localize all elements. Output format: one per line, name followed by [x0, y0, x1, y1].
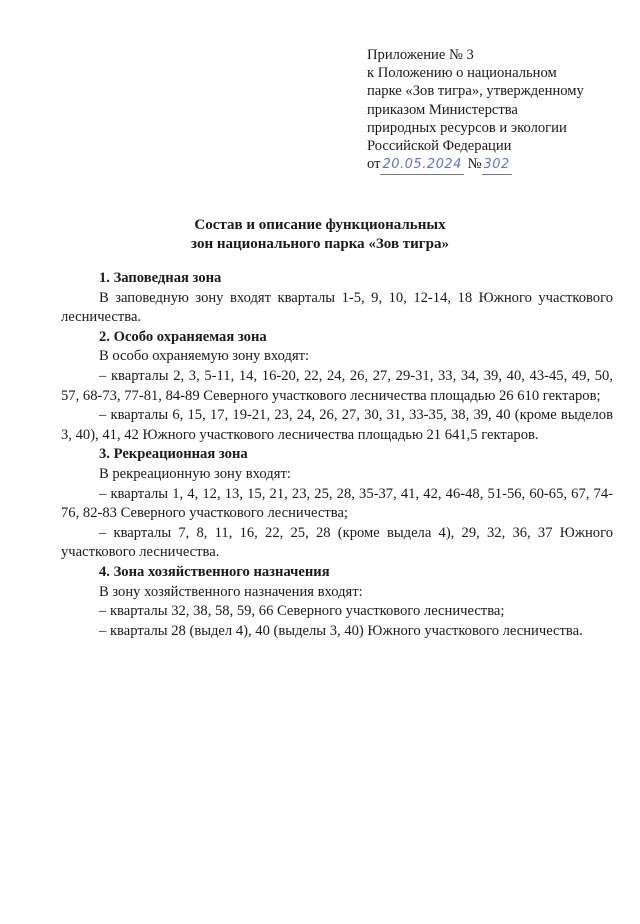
section-heading: 4. Зона хозяйственного назначения — [99, 563, 330, 580]
appendix-line: парке «Зов тигра», утвержденному — [367, 83, 584, 100]
section-heading: 3. Рекреационная зона — [99, 446, 248, 463]
paragraph: – кварталы 32, 38, 58, 59, 66 Северного участкового лесничества; — [99, 603, 505, 620]
appendix-line: приказом Министерства — [367, 101, 518, 118]
title-line: Состав и описание функциональных — [194, 217, 446, 233]
title-line: зон национального парка «Зов тигра» — [191, 236, 449, 252]
paragraph: В заповедную зону входят кварталы 1-5, 9, 10, 12-14, 18 Южного участкового лесничества. — [61, 289, 613, 326]
appendix-header — [367, 46, 627, 175]
appendix-line: природных ресурсов и экологии — [367, 119, 567, 136]
paragraph: В особо охраняемую зону входят: — [99, 348, 310, 365]
number-label: № — [467, 156, 482, 173]
appendix-line: Приложение № 3 — [367, 47, 474, 63]
from-label: от — [367, 156, 381, 173]
appendix-date-line — [367, 155, 627, 175]
section-heading: 1. Заповедная зона — [99, 270, 222, 286]
paragraph: – кварталы 2, 3, 5-11, 14, 16-20, 22, 24, 26, 27, 29-31, 33, 34, 39, 40, 43-45, 49, 50, 57, 68-73, 77-81, 84-89 Северного участкового лесничества площадью 26 610 гектаров; — [61, 367, 613, 404]
paragraph: – кварталы 1, 4, 12, 13, 15, 21, 23, 25, 28, 35-37, 41, 42, 46-48, 51-56, 60-65, 67, 74-76, 82-83 Северного участкового лесничества; — [61, 485, 613, 522]
paragraph: – кварталы 6, 15, 17, 19-21, 23, 24, 26, 27, 30, 31, 33-35, 38, 39, 40 (кроме выделов 3, 40), 41, 42 Южного участкового лесничества площадью 21 641,5 гектаров. — [61, 407, 613, 443]
document-title — [0, 216, 640, 254]
section-heading: 2. Особо охраняемая зона — [99, 328, 267, 345]
document-body — [61, 269, 613, 641]
appendix-line: Российской Федерации — [367, 138, 512, 155]
handwritten-number: 302 — [482, 156, 512, 175]
paragraph: – кварталы 7, 8, 11, 16, 22, 25, 28 (кроме выдела 4), 29, 32, 36, 37 Южного участкового лесничества. — [61, 524, 613, 561]
paragraph: В зону хозяйственного назначения входят: — [99, 583, 363, 600]
paragraph: – кварталы 28 (выдел 4), 40 (выделы 3, 40) Южного участкового лесничества. — [99, 622, 583, 639]
paragraph: В рекреационную зону входят: — [99, 465, 291, 482]
handwritten-date: 20.05.2024 — [380, 156, 463, 175]
appendix-line: к Положению о национальном — [367, 65, 557, 82]
